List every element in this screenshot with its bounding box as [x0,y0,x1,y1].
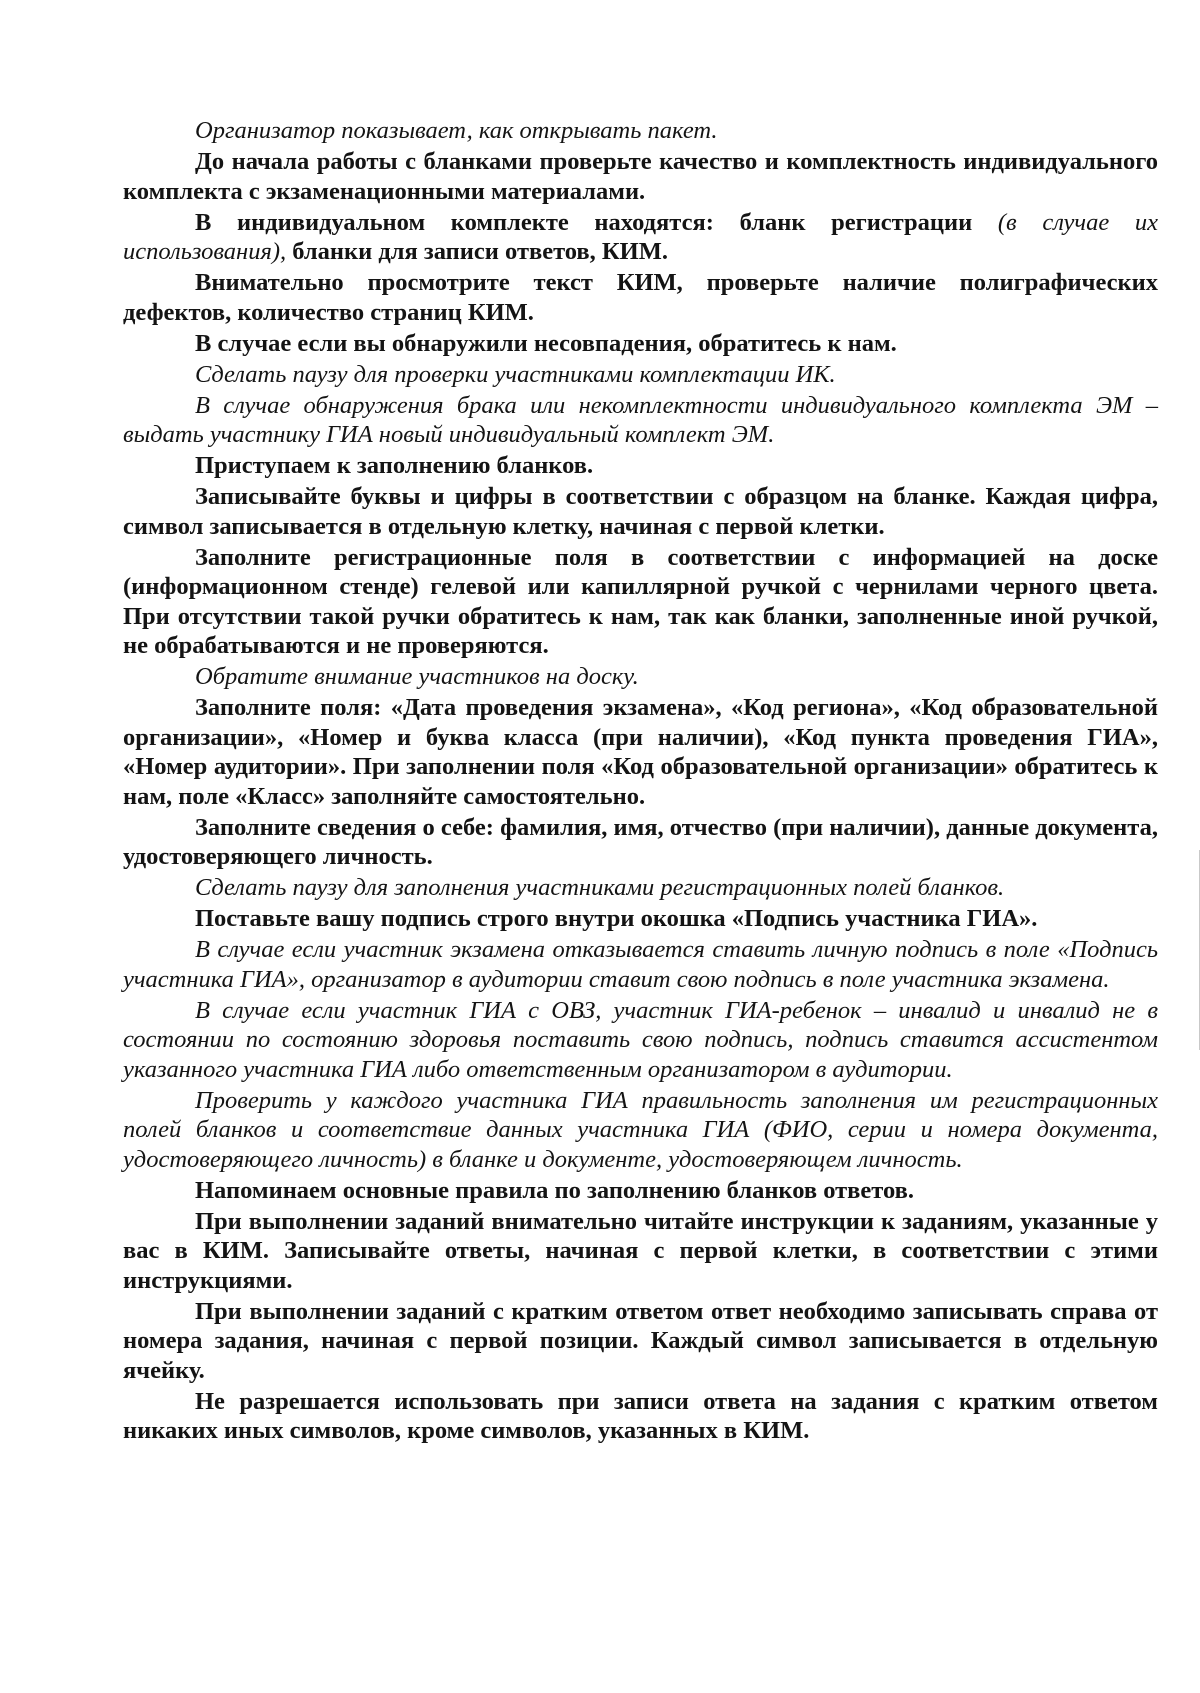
text-run: До начала работы с бланками проверьте качество и комплектность индивидуального комплекта с экзаменационными материалами. [123,148,1158,205]
text-run: Напоминаем основные правила по заполнению бланков ответов. [195,1176,914,1204]
text-run: При выполнении заданий с кратким ответом ответ необходимо записывать справа от номера задания, начиная с первой позиции. Каждый символ записывается в отдельную ячейку. [123,1297,1158,1384]
instruction-paragraph [123,1297,1158,1386]
instruction-paragraph [123,1176,1158,1206]
instruction-paragraph [123,268,1158,327]
instruction-paragraph [123,904,1158,934]
text-run: бланки для записи ответов, КИМ. [286,238,668,265]
instruction-paragraph [123,360,1158,390]
text-run: В случае обнаружения брака или некомплектности индивидуального комплекта ЭМ – выдать участнику ГИА новый индивидуальный комплект ЭМ. [123,391,1158,448]
instruction-paragraph [123,813,1158,872]
instruction-paragraph [123,329,1158,359]
text-run: В случае если участник ГИА с ОВЗ, участник ГИА-ребенок – инвалид и инвалид не в состоянии по состоянию здоровья поставить свою подпись, подпись ставится ассистентом указанного участника ГИА либо ответственным организатором в аудитории. [123,996,1158,1083]
text-run: Обратите внимание участников на доску. [195,663,639,690]
text-run: Приступаем к заполнению бланков. [195,452,594,479]
instruction-paragraph [123,935,1158,994]
text-run: Не разрешается использовать при записи ответа на задания с кратким ответом никаких иных символов, кроме символов, указанных в КИМ. [123,1387,1158,1444]
text-run: Проверить у каждого участника ГИА правильность заполнения им регистрационных полей бланков и соответствие данных участника ГИА (ФИО, серии и номера документа, удостоверяющего личность) в бланке и документе, удостоверяющем личность. [123,1086,1158,1173]
text-run: Сделать паузу для заполнения участниками регистрационных полей бланков. [195,874,1005,901]
instruction-paragraph [123,1086,1158,1175]
document-body [123,116,1158,1447]
text-run: В случае если вы обнаружили несовпадения, обратитесь к нам. [195,329,897,357]
text-run: (в случае их использования), [123,208,1158,265]
text-run: При выполнении заданий внимательно читайте инструкции к заданиям, указанные у вас в КИМ. Записывайте ответы, начиная с первой клетки, в соответствии с этими инструкциями. [123,1207,1158,1294]
text-run: Сделать паузу для проверки участниками комплектации ИК. [195,360,836,388]
instruction-paragraph [123,1207,1158,1296]
text-run: В индивидуальном комплекте находятся: бланк регистрации [195,208,998,236]
instruction-paragraph [123,693,1158,811]
instruction-paragraph [123,147,1158,206]
instruction-paragraph [123,996,1158,1085]
text-run: Заполните регистрационные поля в соответствии с информацией на доске (информационном стенде) гелевой или капиллярной ручкой с чернилами черного цвета. При отсутствии такой ручки обратитесь к нам, так как бланки, заполненные иной ручкой, не обрабатываются и не проверяются. [123,543,1158,659]
instruction-paragraph [123,873,1158,903]
instruction-paragraph [123,1387,1158,1446]
instruction-paragraph [123,662,1158,692]
text-run: Записывайте буквы и цифры в соответствии с образцом на бланке. Каждая цифра, символ записывается в отдельную клетку, начиная с первой клетки. [123,483,1158,540]
instruction-paragraph [123,391,1158,450]
instruction-paragraph [123,208,1158,267]
text-run: Заполните поля: «Дата проведения экзамена», «Код региона», «Код образовательной организации», «Номер и буква класса (при наличии), «Код пункта проведения ГИА», «Номер аудитории». При заполнении поля «Код образовательной организации» обратитесь к нам, поле «Класс» заполняйте самостоятельно. [123,694,1158,810]
text-run: Организатор показывает, как открывать пакет. [195,117,718,144]
instruction-paragraph [123,543,1158,661]
text-run: Поставьте вашу подпись строго внутри окошка «Подпись участника ГИА». [195,905,1038,932]
text-run: В случае если участник экзамена отказывается ставить личную подпись в поле «Подпись участника ГИА», организатор в аудитории ставит свою подпись в поле участника экзамена. [123,936,1158,993]
instruction-paragraph [123,482,1158,541]
text-run: Внимательно просмотрите текст КИМ, проверьте наличие полиграфических дефектов, количество страниц КИМ. [123,269,1158,326]
instruction-paragraph [123,451,1158,481]
instruction-paragraph [123,116,1158,146]
text-run: Заполните сведения о себе: фамилия, имя, отчество (при наличии), данные документа, удостоверяющего личность. [123,813,1158,870]
